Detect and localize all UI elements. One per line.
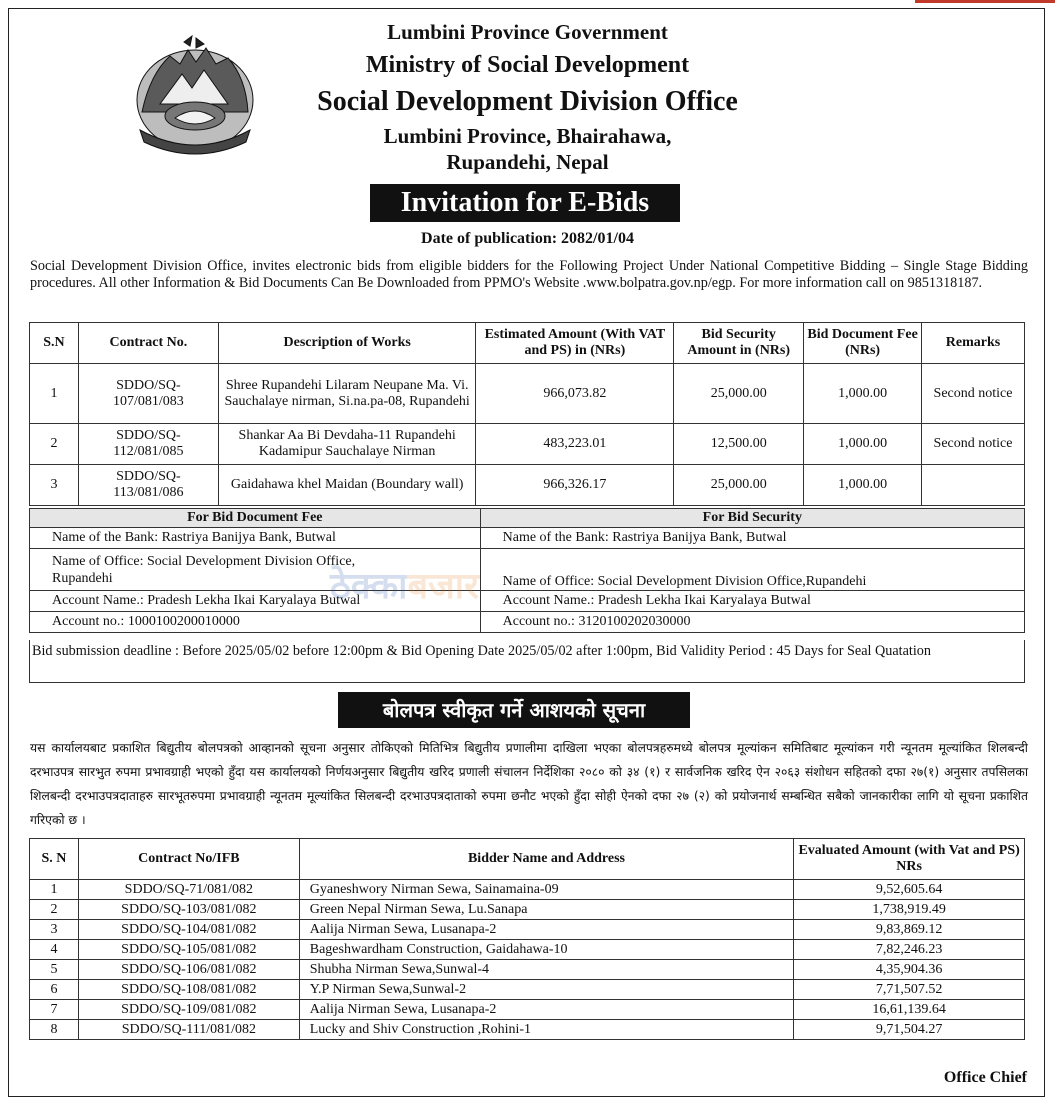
cell-contract: SDDO/SQ-112/081/085 xyxy=(78,424,218,465)
account-name-row xyxy=(30,591,1025,612)
cell-estimate: 483,223.01 xyxy=(476,424,674,465)
award-table xyxy=(29,838,1025,1040)
header-sn: S. N xyxy=(30,839,79,880)
fee-bank-name: Name of the Bank: Rastriya Banijya Bank, Butwal xyxy=(30,528,481,549)
cell-amount: 9,83,869.12 xyxy=(794,920,1025,940)
security-office-name: Name of Office: Social Development Division Office,Rupandehi xyxy=(480,549,1024,591)
header-contract: Contract No. xyxy=(78,323,218,364)
cell-bidder: Shubha Nirman Sewa,Sunwal-4 xyxy=(299,960,793,980)
cell-bidder: Bageshwardham Construction, Gaidahawa-10 xyxy=(299,940,793,960)
cell-contract: SDDO/SQ-71/081/082 xyxy=(78,880,299,900)
table-row xyxy=(30,920,1025,940)
cell-amount: 4,35,904.36 xyxy=(794,960,1025,980)
cell-remarks xyxy=(922,465,1025,506)
cell-contract: SDDO/SQ-108/081/082 xyxy=(78,980,299,1000)
table-row xyxy=(30,980,1025,1000)
fee-office-name: Name of Office: Social Development Division Office, Rupandehi xyxy=(30,549,481,591)
header-security: Bid Security Amount in (NRs) xyxy=(674,323,804,364)
cell-contract: SDDO/SQ-111/081/082 xyxy=(78,1020,299,1040)
cell-security: 25,000.00 xyxy=(674,364,804,424)
security-account-number: Account no.: 3120100202030000 xyxy=(480,612,1024,633)
header-fee: Bid Document Fee (NRs) xyxy=(804,323,922,364)
cell-sn: 2 xyxy=(30,900,79,920)
header-amount: Evaluated Amount (with Vat and PS) NRs xyxy=(794,839,1025,880)
cell-bidder: Aalija Nirman Sewa, Lusanapa-2 xyxy=(299,1000,793,1020)
cell-amount: 9,52,605.64 xyxy=(794,880,1025,900)
account-number-row xyxy=(30,612,1025,633)
fee-account-name: Account Name.: Pradesh Lekha Ikai Karyalaya Butwal xyxy=(30,591,481,612)
security-account-name: Account Name.: Pradesh Lekha Ikai Karyalaya Butwal xyxy=(480,591,1024,612)
cell-contract: SDDO/SQ-104/081/082 xyxy=(78,920,299,940)
header-description: Description of Works xyxy=(218,323,476,364)
cell-amount: 16,61,139.64 xyxy=(794,1000,1025,1020)
bank-name-row xyxy=(30,528,1025,549)
publication-date: Date of publication: 2082/01/04 xyxy=(421,230,634,247)
cell-amount: 7,82,246.23 xyxy=(794,940,1025,960)
bids-table xyxy=(29,322,1025,506)
cell-sn: 5 xyxy=(30,960,79,980)
cell-description: Shree Rupandehi Lilaram Neupane Ma. Vi. Sauchalaye nirman, Si.na.pa-08, Rupandehi xyxy=(218,364,476,424)
header-estimate: Estimated Amount (With VAT and PS) in (NRs) xyxy=(476,323,674,364)
notice-of-intent-text: यस कार्यालयबाट प्रकाशित बिद्युतीय बोलपत्रको आव्हानको सूचना अनुसार तोकिएको मितिभित्र बिद्युतीय प्रणालीमा दाखिला भएका बोलपत्रहरुमध्ये बोलपत्र मूल्यांकन समितिबाट मूल्यांकन गरी न्यूनतम मूल्यांकित शिलबन्दी दरभाउपत्र सारभुत रुपमा प्रभावग्राही भएको हुँदा यस कार्यालयको निर्णयअनुसार बिद्युतीय खरिद प्रणाली संचालन निर्देशिका २०८० को ३४ (१) र सार्वजनिक खरिद ऐन २०६३ संशोधन सहितको दफा २७(१) अनुसार तपसिलका शिलबन्दी दरभाउपत्रदाताहरु सारभूतरुपमा प्रभावग्राही न्यूनतम मूल्यांकित सिलबन्दी दरभाउपत्रदाताको रुपमा छनौट भएको हुँदा सोही ऐनको दफा २७ (२) को प्रयोजनार्थ सम्बन्धित सबैको जानकारीका लागि यो सूचना प्रकाशित गरिएको छ । xyxy=(30,741,1028,827)
security-section-heading: For Bid Security xyxy=(480,509,1024,528)
cell-estimate: 966,073.82 xyxy=(476,364,674,424)
table-row xyxy=(30,880,1025,900)
office-name-row xyxy=(30,549,1025,591)
cell-amount: 9,71,504.27 xyxy=(794,1020,1025,1040)
cell-contract: SDDO/SQ-105/081/082 xyxy=(78,940,299,960)
header-contract: Contract No/IFB xyxy=(78,839,299,880)
bids-table-header-row xyxy=(30,323,1025,364)
cell-bidder: Y.P Nirman Sewa,Sunwal-2 xyxy=(299,980,793,1000)
invitation-banner: Invitation for E-Bids xyxy=(370,184,680,222)
intro-paragraph: Social Development Division Office, invites electronic bids from eligible bidders for the Following Project Under National Competitive Bidding – Single Stage Bidding procedures. All other Information & Bid Documents Can Be Downloaded from PPMO's Website .www.bolpatra.gov.np/egp. For more information call on 9851318187. xyxy=(30,258,1028,291)
award-table-header-row xyxy=(30,839,1025,880)
province-government-heading: Lumbini Province Government xyxy=(387,20,668,44)
header-sn: S.N xyxy=(30,323,79,364)
table-row xyxy=(30,900,1025,920)
cell-sn: 6 xyxy=(30,980,79,1000)
cell-sn: 3 xyxy=(30,920,79,940)
table-row xyxy=(30,1000,1025,1020)
table-row xyxy=(30,424,1025,465)
cell-bidder: Aalija Nirman Sewa, Lusanapa-2 xyxy=(299,920,793,940)
fee-section-heading: For Bid Document Fee xyxy=(30,509,481,528)
fee-account-number: Account no.: 1000100200010000 xyxy=(30,612,481,633)
notice-of-intent-banner: बोलपत्र स्वीकृत गर्ने आशयको सूचना xyxy=(338,692,690,728)
table-row xyxy=(30,940,1025,960)
address-line-2: Rupandehi, Nepal xyxy=(446,150,609,174)
office-heading: Social Development Division Office xyxy=(317,86,738,117)
corner-accent xyxy=(915,0,1055,3)
cell-sn: 3 xyxy=(30,465,79,506)
cell-fee: 1,000.00 xyxy=(804,424,922,465)
cell-description: Shankar Aa Bi Devdaha-11 Rupandehi Kadamipur Sauchalaye Nirman xyxy=(218,424,476,465)
header-remarks: Remarks xyxy=(922,323,1025,364)
header-bidder: Bidder Name and Address xyxy=(299,839,793,880)
cell-sn: 4 xyxy=(30,940,79,960)
watermark-part-1: ठेक्का xyxy=(330,566,408,607)
bank-details-table xyxy=(29,508,1025,633)
cell-bidder: Green Nepal Nirman Sewa, Lu.Sanapa xyxy=(299,900,793,920)
table-row xyxy=(30,465,1025,506)
ministry-heading: Ministry of Social Development xyxy=(365,52,690,78)
bid-deadline: Bid submission deadline : Before 2025/05/02 before 12:00pm & Bid Opening Date 2025/05/02 after 1:00pm, Bid Validity Period : 45 Days for Seal Quatation xyxy=(29,640,1025,683)
cell-contract: SDDO/SQ-109/081/082 xyxy=(78,1000,299,1020)
cell-remarks: Second notice xyxy=(922,424,1025,465)
security-bank-name: Name of the Bank: Rastriya Banijya Bank, Butwal xyxy=(480,528,1024,549)
cell-contract: SDDO/SQ-107/081/083 xyxy=(78,364,218,424)
cell-fee: 1,000.00 xyxy=(804,465,922,506)
cell-amount: 7,71,507.52 xyxy=(794,980,1025,1000)
cell-amount: 1,738,919.49 xyxy=(794,900,1025,920)
watermark-part-2: बजार xyxy=(407,566,479,607)
cell-bidder: Gyaneshwory Nirman Sewa, Sainamaina-09 xyxy=(299,880,793,900)
cell-sn: 1 xyxy=(30,880,79,900)
signature-office-chief: Office Chief xyxy=(943,1069,1027,1086)
table-row xyxy=(30,960,1025,980)
cell-sn: 7 xyxy=(30,1000,79,1020)
cell-remarks: Second notice xyxy=(922,364,1025,424)
bank-section-header-row xyxy=(30,509,1025,528)
cell-estimate: 966,326.17 xyxy=(476,465,674,506)
cell-description: Gaidahawa khel Maidan (Boundary wall) xyxy=(218,465,476,506)
cell-security: 12,500.00 xyxy=(674,424,804,465)
cell-contract: SDDO/SQ-113/081/086 xyxy=(78,465,218,506)
cell-sn: 2 xyxy=(30,424,79,465)
cell-contract: SDDO/SQ-103/081/082 xyxy=(78,900,299,920)
cell-fee: 1,000.00 xyxy=(804,364,922,424)
table-row xyxy=(30,364,1025,424)
cell-sn: 1 xyxy=(30,364,79,424)
cell-sn: 8 xyxy=(30,1020,79,1040)
table-row xyxy=(30,1020,1025,1040)
cell-bidder: Lucky and Shiv Construction ,Rohini-1 xyxy=(299,1020,793,1040)
cell-security: 25,000.00 xyxy=(674,465,804,506)
cell-contract: SDDO/SQ-106/081/082 xyxy=(78,960,299,980)
address-line-1: Lumbini Province, Bhairahawa, xyxy=(383,124,672,148)
